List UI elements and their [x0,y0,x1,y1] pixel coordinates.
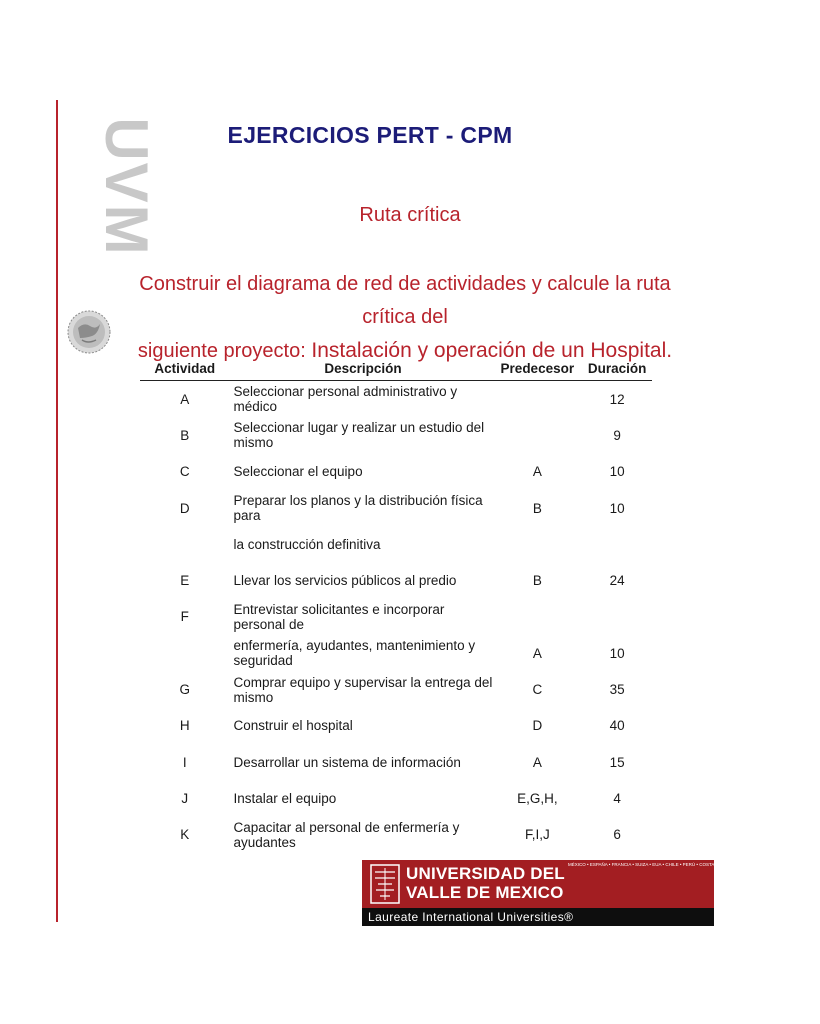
table-row [140,780,652,816]
table-row [140,599,652,635]
project-name: Instalación y operación de un Hospital. [311,339,673,362]
cell-activity: B [180,427,190,443]
university-name-line-2: VALLE DE MEXICO [406,883,564,902]
cell-description: Instalar el equipo [233,790,337,806]
cell-activity: E [180,573,190,589]
cell-predecessor: A [532,754,542,770]
uvm-logo-text: UVM [93,117,160,257]
cell-predecessor: D [532,718,543,734]
globe-emblem-icon [66,294,112,370]
cell-description: enfermería, ayudantes, mantenimiento y seguridad [233,638,476,669]
column-header-predecesor: Predecesor [492,356,582,381]
cell-predecessor [492,599,582,635]
cell-duration: 6 [613,827,621,843]
cell-description: la construcción definitiva [233,536,381,552]
table-row [140,817,652,853]
university-name-line-1: UNIVERSIDAD DEL [406,864,565,883]
cell-duration: 9 [613,427,621,443]
table-row [140,562,652,598]
exercise-instructions [130,268,680,368]
instruction-line-1: Construir el diagrama de red de actividades y calcule la ruta crítica del [139,273,671,328]
cell-duration: 10 [609,500,625,516]
table-row [140,381,652,418]
cell-duration: 40 [609,718,625,734]
table-row [140,635,652,671]
cell-activity: F [180,609,189,625]
cell-activity: C [179,464,190,480]
table-row [140,526,652,562]
cell-duration [582,599,652,635]
cell-description: Capacitar al personal de enfermería y ayudantes [233,819,460,850]
cell-description: Construir el hospital [233,718,353,734]
cell-description: Seleccionar el equipo [233,464,363,480]
cell-description: Seleccionar lugar y realizar un estudio del mismo [233,420,485,451]
cell-duration: 12 [609,391,625,407]
cell-activity: A [180,391,190,407]
cell-activity: J [181,790,189,806]
university-crest-icon [370,864,400,904]
cell-duration: 15 [609,754,625,770]
uvm-vertical-logo [40,92,160,282]
table-header-row [140,356,652,381]
cell-description: Preparar los planos y la distribución física para [233,493,483,524]
column-header-actividad: Actividad [140,356,229,381]
cell-predecessor: C [532,682,543,698]
cell-predecessor: B [532,500,542,516]
cell-predecessor: A [532,464,542,480]
table-row [140,671,652,707]
cell-activity: D [179,500,190,516]
page-title: EJERCICIOS PERT - CPM [227,122,513,148]
cell-duration: 10 [609,464,625,480]
cell-predecessor: B [532,573,542,589]
cell-description: Entrevistar solicitantes e incorporar personal de [233,601,445,632]
cell-duration: 4 [613,790,621,806]
cell-activity: G [179,682,190,698]
cell-description: Seleccionar personal administrativo y médico [233,384,458,415]
cell-predecessor [492,417,582,453]
cell-duration: 24 [609,573,625,589]
activities-table [140,356,652,853]
cell-predecessor [492,381,582,418]
cell-activity [140,635,229,671]
cell-duration: 10 [609,645,625,661]
cell-activity [140,526,229,562]
table-row [140,454,652,490]
table-row [140,417,652,453]
table-row [140,490,652,526]
cell-activity: I [182,754,187,770]
university-name [406,864,565,902]
column-header-duracion: Duración [582,356,652,381]
university-banner [362,860,749,926]
table-row [140,708,652,744]
cell-activity: H [179,718,190,734]
cell-activity: K [180,827,190,843]
cell-duration: 35 [609,682,625,698]
column-header-descripcion: Descripción [229,356,492,381]
cell-description: Comprar equipo y supervisar la entrega del mismo [233,674,493,705]
countries-list: MÉXICO • ESPAÑA • FRANCIA • SUIZA • EUA • CHILE • PERÚ • COSTA RICA • PANAMÁ [568,862,749,867]
cell-predecessor [492,526,582,562]
cell-predecessor: F,I,J [524,827,550,843]
cell-description: Llevar los servicios públicos al predio [233,573,457,589]
table-row [140,744,652,780]
cell-predecessor: E,G,H, [517,790,558,806]
network-tagline: Laureate International Universities® [368,910,574,924]
instruction-line-2-prefix: siguiente proyecto: [137,340,306,362]
cell-predecessor: A [532,645,542,661]
page-subtitle: Ruta crítica [359,204,461,226]
cell-description: Desarrollar un sistema de información [233,754,461,770]
cell-duration [582,526,652,562]
